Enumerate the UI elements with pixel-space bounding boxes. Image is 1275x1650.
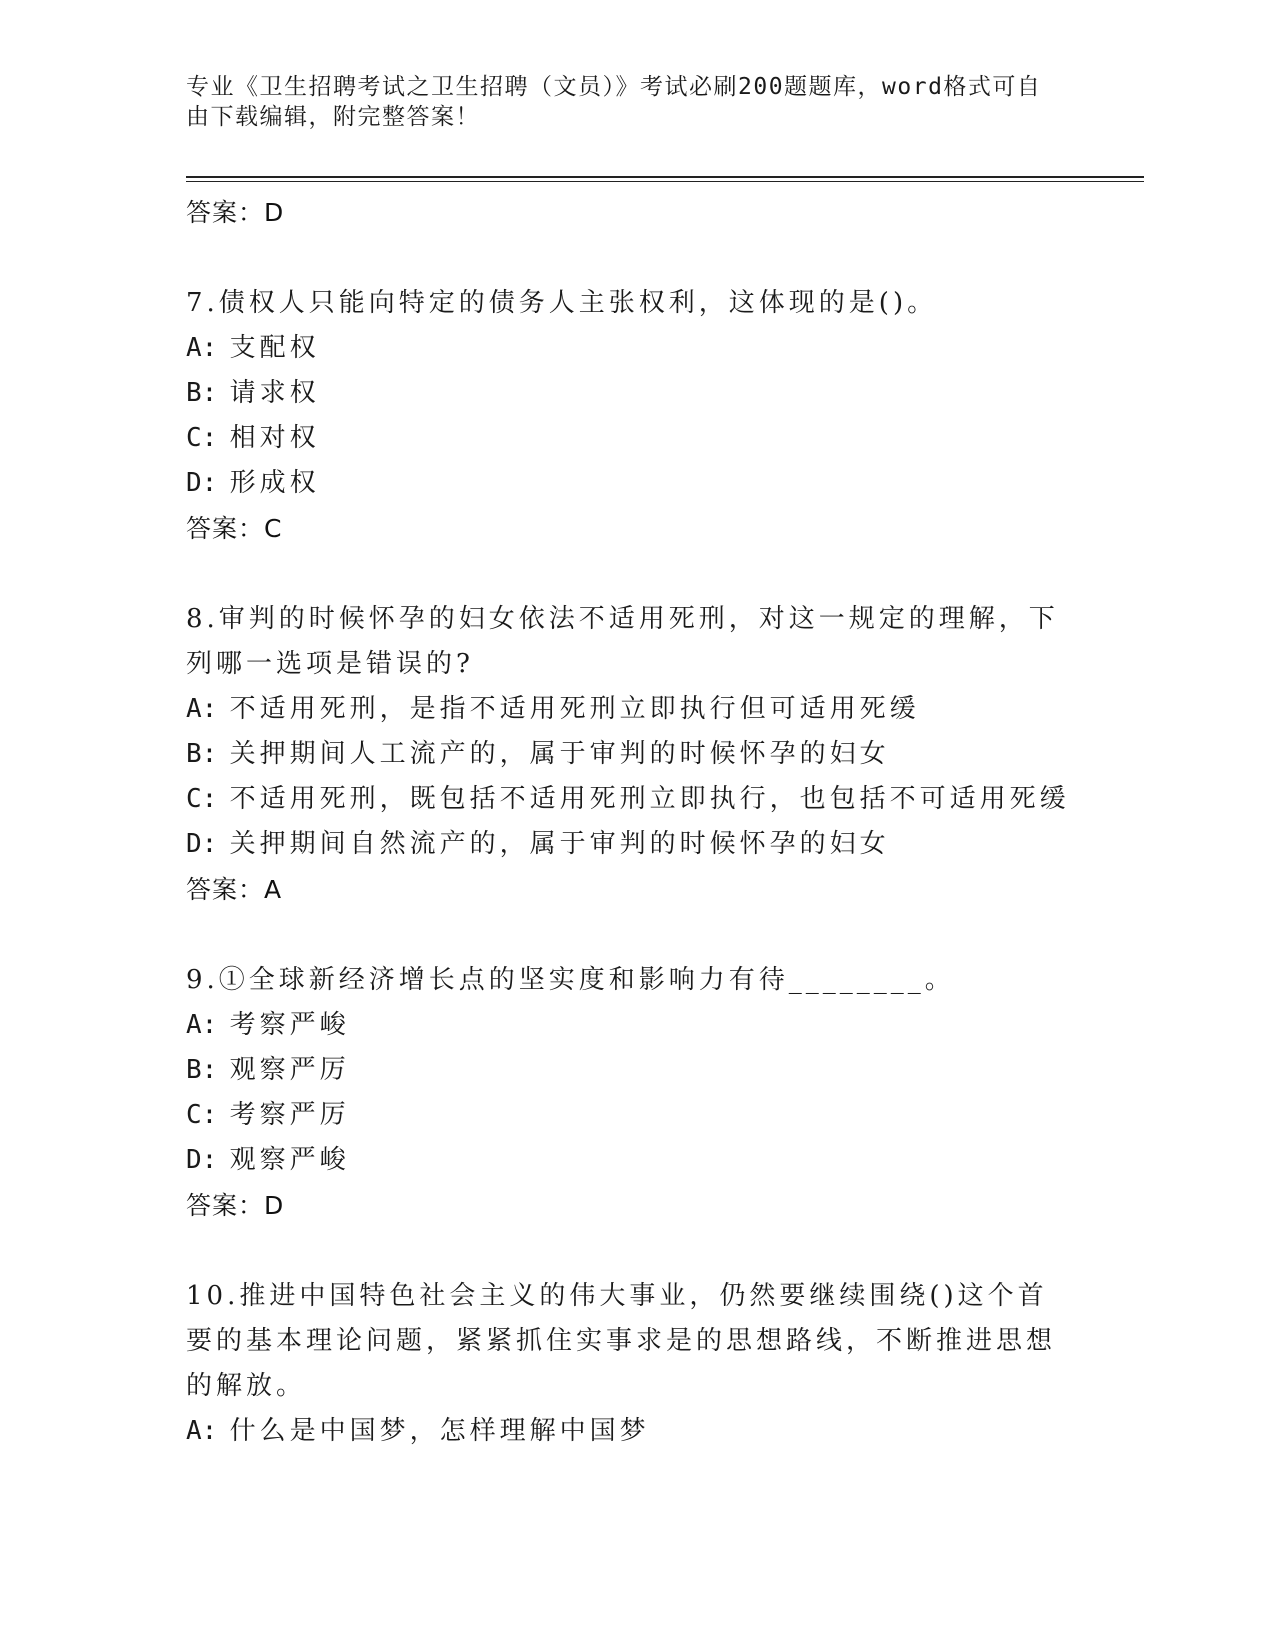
option-key: A: [186,333,218,363]
option-a [186,326,1086,371]
option-text: 相对权 [229,423,320,453]
document-header [186,72,1066,132]
question-item [186,281,1086,551]
option-c [186,777,1086,822]
option-text: 什么是中国梦，怎样理解中国梦 [229,1416,650,1446]
option-a [186,1003,1086,1048]
question-item [186,597,1086,912]
header-rule-thin [186,181,1144,182]
question-text: 9.①全球新经济增长点的坚实度和影响力有待________。 [186,965,955,995]
option-key: D: [186,468,218,498]
option-key: C: [186,1100,218,1130]
option-d [186,461,1086,506]
option-text: 关押期间自然流产的，属于审判的时候怀孕的妇女 [229,829,890,859]
answer-line: 答案：D [186,1191,285,1220]
option-key: B: [186,378,218,408]
option-key: D: [186,1145,218,1175]
header-line-1: 专业《卫生招聘考试之卫生招聘（文员）》考试必刷200题题库，word格式可自 [186,74,1042,100]
option-a [186,687,1086,732]
question-item [186,958,1086,1228]
header-rule-thick [186,176,1144,178]
question-text: 7.债权人只能向特定的债务人主张权利，这体现的是()。 [186,288,938,318]
option-key: A: [186,1416,218,1446]
option-key: B: [186,1055,218,1085]
option-b [186,1048,1086,1093]
option-text: 不适用死刑，是指不适用死刑立即执行但可适用死缓 [229,694,920,724]
option-text: 形成权 [229,468,320,498]
header-line-2: 由下载编辑，附完整答案！ [186,104,480,130]
option-text: 考察严峻 [229,1010,350,1040]
option-key: B: [186,739,218,769]
question-item [186,1274,1086,1454]
question-text: 10.推进中国特色社会主义的伟大事业，仍然要继续围绕()这个首要的基本理论问题，紧紧抓住实事求是的思想路线，不断推进思想的解放。 [186,1281,1057,1401]
option-text: 关押期间人工流产的，属于审判的时候怀孕的妇女 [229,739,890,769]
option-text: 请求权 [229,378,320,408]
question-list [186,190,1086,1454]
option-text: 不适用死刑，既包括不适用死刑立即执行，也包括不可适用死缓 [229,784,1070,814]
option-c [186,1093,1086,1138]
question-text: 8.审判的时候怀孕的妇女依法不适用死刑，对这一规定的理解，下列哪一选项是错误的? [186,604,1059,679]
option-text: 观察严峻 [229,1145,350,1175]
option-key: A: [186,1010,218,1040]
option-b [186,732,1086,777]
option-d [186,822,1086,867]
option-key: C: [186,423,218,453]
option-key: A: [186,694,218,724]
option-text: 观察严厉 [229,1055,350,1085]
option-text: 考察严厉 [229,1100,350,1130]
option-b [186,371,1086,416]
option-a [186,1409,1086,1454]
answer-line: 答案：D [186,198,285,227]
option-text: 支配权 [229,333,320,363]
answer-line: 答案：C [186,514,283,543]
option-key: D: [186,829,218,859]
answer-line: 答案：A [186,875,283,904]
option-c [186,416,1086,461]
option-key: C: [186,784,218,814]
option-d [186,1138,1086,1183]
